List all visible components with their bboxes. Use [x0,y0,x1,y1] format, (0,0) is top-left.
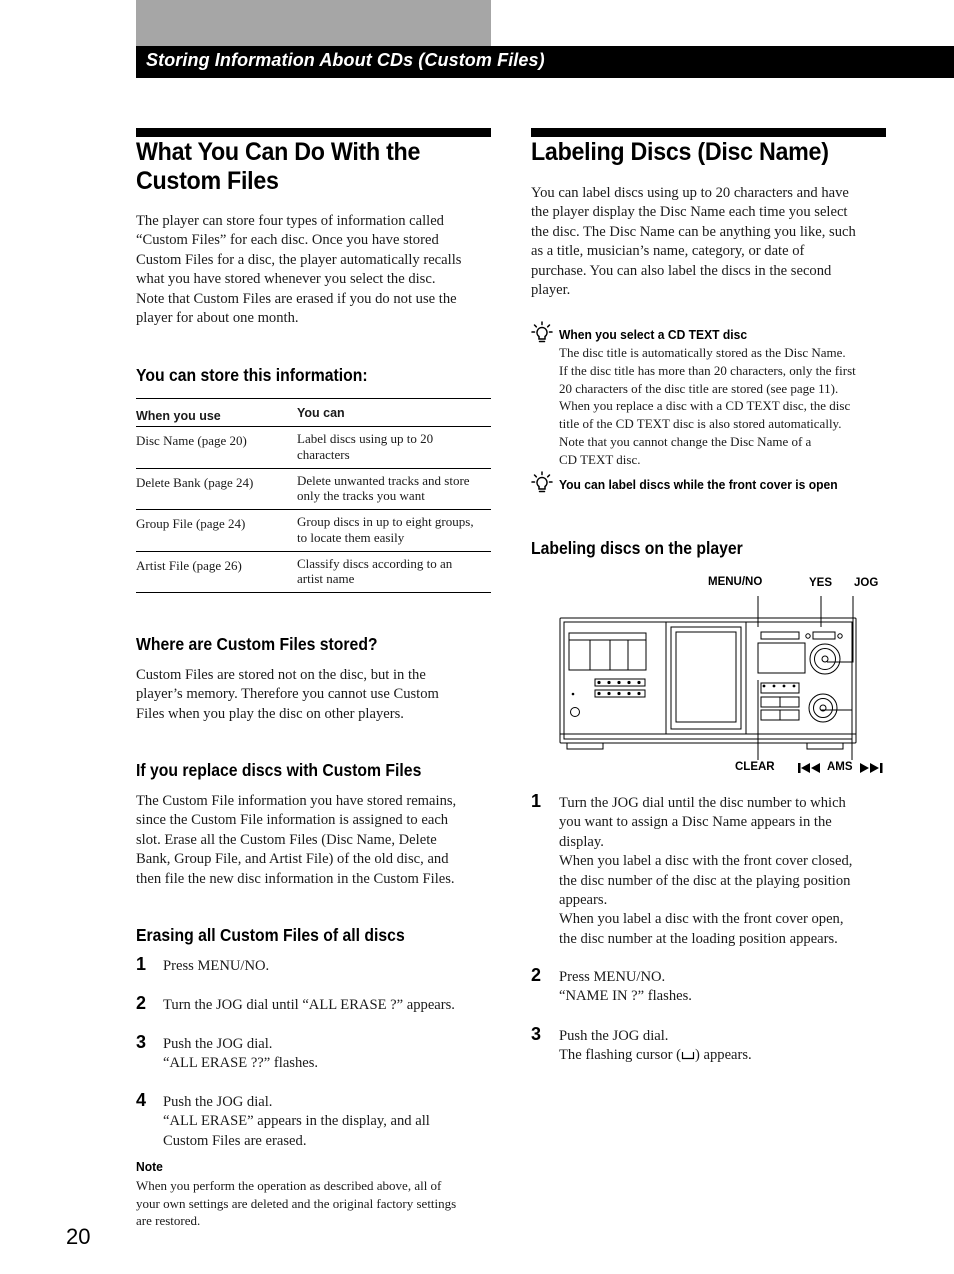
text-line: The player can store four types of information called [136,213,444,229]
step-number: 4 [136,1090,147,1110]
table-cell [297,510,491,552]
text-line: title of the CD TEXT disc is also stored automatically. [559,416,842,432]
note-heading: Note [136,1159,163,1174]
tip-text [559,344,899,469]
replace-heading: If you replace discs with Custom Files [136,760,422,780]
step-number: 1 [136,954,147,974]
text-line: your own settings are deleted and the original factory settings [136,1195,457,1211]
text-line: are restored. [136,1213,201,1229]
text-line: Custom Files are erased. [163,1132,307,1149]
cell-line: only the tracks you want [297,488,425,504]
text-line: “ALL ERASE” appears in the display, and all [163,1113,430,1130]
text-line: what you have stored whenever you select the disc. [136,271,436,288]
title-rule-left [136,128,491,137]
cell-line: characters [297,446,350,462]
jog-label: JOG [854,577,879,589]
step-text [163,996,455,1015]
text-line: When you label a disc with the front cover closed, [559,853,853,870]
store-heading: You can store this information: [136,365,368,385]
table-cell: Disc Name (page 20) [136,427,297,469]
step-text [559,968,692,1007]
tip-lightbulb-icon [530,471,554,495]
text-line: You can label discs using up to 20 characters and have [531,185,849,201]
table-row [136,427,491,469]
table-row [136,551,491,593]
where-heading: Where are Custom Files stored? [136,634,378,654]
text-line: player for about one month. [136,310,299,327]
table-row [136,468,491,510]
table-header-row [136,399,491,427]
text-line: Press MENU/NO. [559,969,666,985]
step-number: 2 [531,965,542,985]
cell-line: artist name [297,571,355,587]
text-line: Custom Files are stored not on the disc, but in the [136,667,426,683]
title-line: What You Can Do With the [136,138,421,166]
table-row [136,510,491,552]
skip-forward-icon [859,762,883,774]
yes-label: YES [809,577,833,589]
text-line: then file the new disc information in the Custom Files. [136,870,455,887]
step-number: 3 [136,1032,147,1052]
page-title-left [136,138,420,196]
table-cell: Artist File (page 26) [136,551,297,593]
text-line: appears. [559,892,608,909]
step-text [559,1027,752,1066]
table-cell [297,551,491,593]
text-line: Custom Files for a disc, the player automatically recalls [136,251,462,268]
text-line: Push the JOG dial. [163,1094,273,1110]
text-line: Press MENU/NO. [163,958,270,974]
title-line: Custom Files [136,167,279,195]
text-line: The Custom File information you have stored remains, [136,793,457,809]
table-cell [297,468,491,510]
table-cell: Delete Bank (page 24) [136,468,297,510]
text-line: slot. Erase all the Custom Files (Disc Name, Delete [136,831,437,848]
tip-heading: When you select a CD TEXT disc [559,327,748,342]
text-line: When you replace a disc with a CD TEXT disc, the disc [559,398,851,414]
text-line: Bank, Group File, and Artist File) of the old disc, and [136,851,449,868]
tip-heading: You can label discs while the front cover is open [559,477,838,492]
header-tab [136,0,491,46]
custom-files-table [136,398,491,593]
step-number: 3 [531,1024,542,1044]
text-line: since the Custom File information is assigned to each [136,812,449,829]
text-line: If the disc title has more than 20 characters, only the first [559,362,856,378]
cell-line: Classify discs according to an [297,555,453,571]
text-line: “NAME IN ?” flashes. [559,988,692,1005]
menu-no-label: MENU/NO [708,576,763,588]
skip-back-icon [798,762,822,774]
text-line: 20 characters of the disc title are stored (see page 11). [559,380,839,396]
text-line: The disc title is automatically stored as the Disc Name. [559,345,846,360]
table-header-cell: When you use [136,399,297,427]
text-line: the disc. The Disc Name can be anything you like, such [531,223,856,240]
cell-line: to locate them easily [297,529,405,545]
text-line: CD TEXT disc. [559,451,641,467]
step-text [163,957,269,976]
text-line: Turn the JOG dial until “ALL ERASE ?” appears. [163,997,455,1013]
text-fragment: The flashing cursor ( [559,1047,681,1064]
text-line: Note that Custom Files are erased if you do not use the [136,290,457,307]
text-line: Files when you play the disc on other players. [136,705,404,722]
text-line: player’s memory. Therefore you cannot use Custom [136,686,439,703]
text-line: “Custom Files” for each disc. Once you have stored [136,232,439,249]
text-line: When you label a disc with the front cover open, [559,911,844,928]
section-title: Storing Information About CDs (Custom Files) [146,50,545,70]
table-header-cell: You can [297,399,491,427]
erase-heading: Erasing all Custom Files of all discs [136,925,405,945]
step-text [163,1035,318,1074]
text-line: When you perform the operation as described above, all of [136,1178,442,1193]
table-cell [297,427,491,469]
page-title-right: Labeling Discs (Disc Name) [531,138,829,166]
intro-paragraph-left [136,212,496,328]
intro-paragraph-right [531,184,896,300]
step-number: 2 [136,993,147,1013]
step-number: 1 [531,791,542,811]
cursor-icon [681,1050,695,1060]
text-line: Push the JOG dial. [163,1036,273,1052]
page-number: 20 [66,1224,91,1249]
text-line: Turn the JOG dial until the disc number to which [559,795,846,811]
ams-label: AMS [827,761,853,773]
step-text [559,794,899,949]
text-line: Note that you cannot change the Disc Name of a [559,433,812,449]
where-paragraph [136,666,496,724]
text-line [559,1046,752,1065]
text-line: “ALL ERASE ??” flashes. [163,1055,319,1072]
text-line: the disc number at the loading position appears. [559,930,838,947]
text-line: the disc number of the disc at the playing position [559,872,851,889]
tip-lightbulb-icon [530,321,554,345]
step-text [163,1093,430,1151]
note-text [136,1177,498,1230]
text-line: purchase. You can also label the discs in the second [531,262,832,279]
text-line: Push the JOG dial. [559,1028,669,1044]
cell-line: Label discs using up to 20 [297,431,434,446]
table-cell: Group File (page 24) [136,510,297,552]
player-heading: Labeling discs on the player [531,538,743,558]
cd-player-illustration [555,590,865,760]
text-line: as a title, musician’s name, category, or date of [531,243,805,260]
clear-label: CLEAR [735,761,775,773]
replace-paragraph [136,792,496,889]
cell-line: Delete unwanted tracks and store [297,472,470,488]
text-line: the player display the Disc Name each time you select [531,204,848,221]
text-line: display. [559,833,604,850]
text-line: you want to assign a Disc Name appears in the [559,814,832,831]
text-line: player. [531,282,571,299]
text-fragment: ) appears. [694,1047,752,1064]
title-rule-right [531,128,886,137]
cell-line: Group discs in up to eight groups, [297,514,474,529]
